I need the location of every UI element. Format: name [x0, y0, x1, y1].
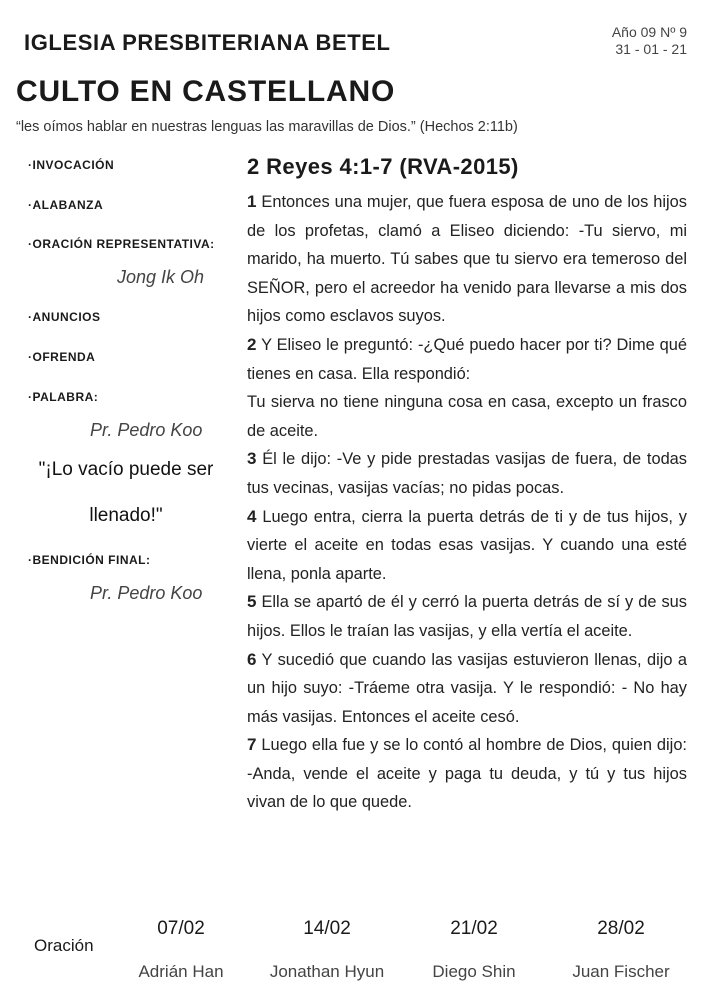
verse-paragraph: [247, 445, 687, 502]
bendicion-pastor: Pr. Pedro Koo: [90, 583, 203, 603]
verse-number: 4: [247, 506, 257, 526]
church-name: IGLESIA PRESBITERIANA BETEL: [24, 30, 391, 55]
verse-paragraph: [247, 188, 687, 331]
order-bendicion: ·BENDICIÓN FINAL:: [28, 553, 151, 567]
verse-number: 1: [247, 192, 257, 211]
prayer-person: Juan Fischer: [572, 962, 670, 981]
verse-paragraph: [247, 503, 687, 589]
verse-number: 5: [247, 592, 257, 612]
issue-date: 31 - 01 - 21: [615, 41, 687, 57]
verse-number: 2: [247, 334, 257, 354]
prayer-date: 21/02: [450, 918, 498, 939]
passage-title: 2 Reyes 4:1-7 (RVA-2015): [247, 154, 519, 179]
verse-paragraph: [247, 388, 687, 445]
prayer-label: Oración: [34, 936, 94, 955]
verse-paragraph: [247, 646, 687, 732]
sermon-title-line1: "¡Lo vacío puede ser: [38, 459, 214, 480]
verse-text: Y sucedió que cuando las vasijas estuvieron llenas, dijo a un hijo suyo: -Tráeme otra vasija. Y le respondió: - No hay más vasijas. Entonces el aceite cesó.: [247, 650, 687, 726]
verse-text: Luego ella fue y se lo contó al hombre de Dios, quien dijo: -Anda, vende el aceite y paga tu deuda, y tú y tus hijos vivan de lo que quede.: [247, 736, 687, 812]
verse-text: Entonces una mujer, que fuera esposa de uno de los hijos de los profetas, clamó a Eliseo diciendo: -Tu siervo, mi marido, ha muerto. Tú sabes que tu siervo era temeroso del SEÑOR, pero el acreedor ha venido para llevarse a mis dos hijos como esclavos suyos.: [247, 193, 687, 326]
prayer-date: 28/02: [597, 918, 645, 939]
verse-text: Él le dijo: -Ve y pide prestadas vasijas de fuera, de todas tus vecinas, vasijas vacías; no pidas pocas.: [247, 450, 687, 497]
verse-number: 6: [247, 649, 257, 669]
order-invocacion: ·INVOCACIÓN: [28, 158, 115, 172]
prayer-person: Jonathan Hyun: [269, 962, 385, 981]
sermon-title-line2: llenado!": [89, 505, 163, 526]
header-verse: “les oímos hablar en nuestras lenguas las maravillas de Dios.” (Hechos 2:11b): [16, 119, 518, 135]
prayer-person: Adrián Han: [138, 962, 224, 981]
oracion-leader: Jong Ik Oh: [117, 267, 205, 287]
verse-number: 7: [247, 735, 257, 755]
issue-info: [612, 24, 687, 58]
issue-number: Año 09 Nº 9: [611, 24, 687, 40]
verse-text: Y Eliseo le preguntó: -¿Qué puedo hacer por ti? Dime qué tienes en casa. Ella respondió:: [247, 335, 687, 383]
order-anuncios: ·ANUNCIOS: [28, 310, 101, 324]
passage-verses: [247, 188, 687, 817]
order-alabanza: ·ALABANZA: [28, 198, 104, 212]
order-palabra: ·PALABRA:: [28, 390, 99, 404]
prayer-person: Diego Shin: [432, 962, 516, 981]
prayer-date: 14/02: [303, 918, 351, 939]
verse-text: Ella se apartó de él y cerró la puerta detrás de sí y de sus hijos. Ellos le traían las vasijas, y ella vertía el aceite.: [247, 593, 687, 640]
sermon-title: [28, 452, 224, 534]
order-oracion: ·ORACIÓN REPRESENTATIVA:: [28, 237, 215, 251]
service-title: CULTO EN CASTELLANO: [16, 75, 396, 108]
verse-text: Tu sierva no tiene ninguna cosa en casa, excepto un frasco de aceite.: [247, 393, 687, 440]
verse-number: 3: [247, 449, 257, 469]
verse-paragraph: [247, 731, 687, 817]
verse-paragraph: [247, 331, 687, 388]
verse-paragraph: [247, 588, 687, 645]
prayer-date: 07/02: [157, 918, 205, 939]
palabra-preacher: Pr. Pedro Koo: [90, 420, 203, 440]
order-ofrenda: ·OFRENDA: [28, 350, 96, 364]
scripture-passage: [247, 154, 687, 817]
verse-text: Luego entra, cierra la puerta detrás de ti y de tus hijos, y vierte el aceite en todas esas vasijas. Y cuando una esté llena, ponla aparte.: [247, 507, 687, 583]
